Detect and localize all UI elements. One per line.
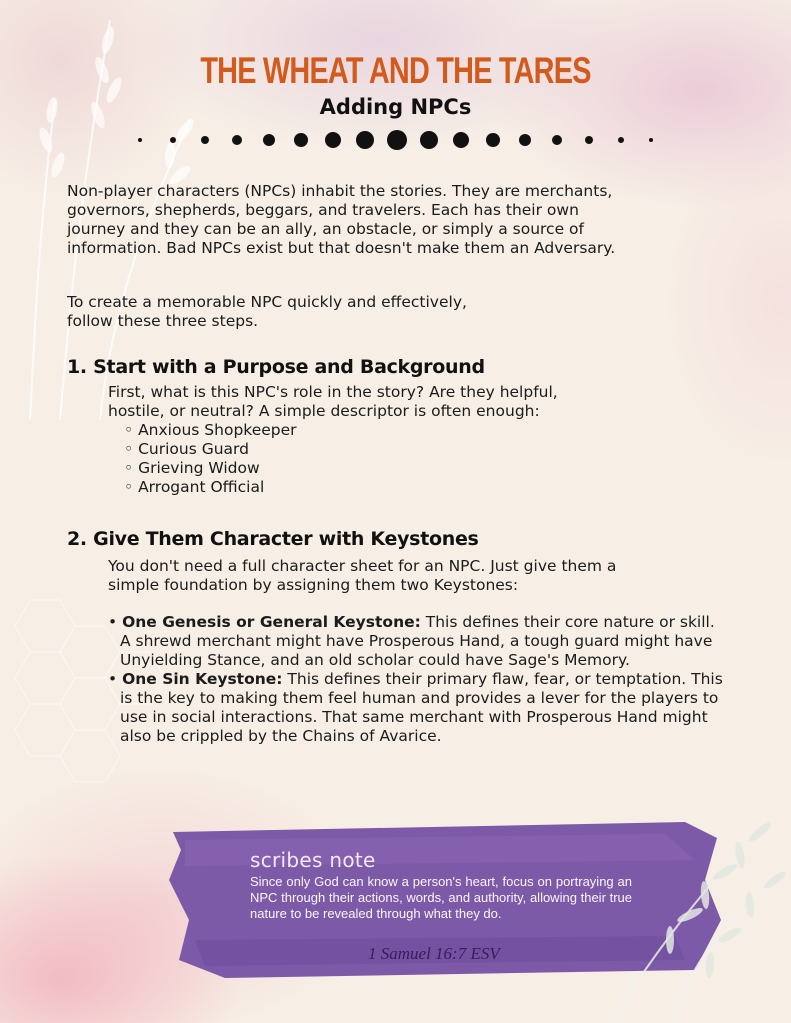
note-text: Since only God can know a person's heart, focus on portraying an NPC through their actions, words, and authority, allowing their true nature to be revealed through what they do. xyxy=(250,874,632,921)
list-item: ◦ Grieving Widow xyxy=(124,459,728,478)
dot-divider xyxy=(130,125,660,155)
list-item: • One Genesis or General Keystone: This defines their core nature or skill. A shrewd merchant might have Prosperous Hand, a tough guard might have Unyielding Stance, and an old scholar could have Sage's Memory. xyxy=(120,613,728,670)
list-item: • One Sin Keystone: This defines their primary flaw, fear, or temptation. This is the key to making them feel human and provides a lever for the players to use in social interactions. That same merchant with Prosperous Hand might also be crippled by the Chains of Avarice. xyxy=(120,670,728,746)
list-item: ◦ Anxious Shopkeeper xyxy=(124,421,728,440)
descriptor-list xyxy=(124,421,728,497)
keystone-list xyxy=(108,613,728,746)
section1-body: First, what is this NPC's role in the story? Are they helpful, hostile, or neutral? A simple descriptor is often enough: ◦ Anxious Shopkeeper ◦ Curious Guard ◦ Grieving Widow ◦ Arrogant Official xyxy=(108,383,728,497)
section2-heading: 2. Give Them Character with Keystones xyxy=(67,528,479,550)
list-item: ◦ Arrogant Official xyxy=(124,478,728,497)
page-title: THE WHEAT AND THE TARES xyxy=(200,50,591,91)
intro-paragraph: Non-player characters (NPCs) inhabit the stories. They are merchants, governors, shepherds, beggars, and travelers. Each has their own journey and they can be an ally, an obstacle, or simply a source of information. Bad NPCs exist but that doesn't make them an Adversary. xyxy=(67,182,616,257)
steps-intro-paragraph: To create a memorable NPC quickly and effectively, follow these three steps. xyxy=(67,293,467,330)
section1-heading: 1. Start with a Purpose and Background xyxy=(67,356,485,378)
note-citation: 1 Samuel 16:7 ESV xyxy=(368,944,500,963)
page-subtitle: Adding NPCs xyxy=(319,95,472,119)
list-item: ◦ Curious Guard xyxy=(124,440,728,459)
section2-body: You don't need a full character sheet for an NPC. Just give them a simple foundation by assigning them two Keystones: • One Genesis or General Keystone: This defines their core nature or skill. A shrewd merchant might have Prosperous Hand, a tough guard might have Unyielding Stance, and an old scholar could have Sage's Memory. • One Sin Keystone: This defines their primary flaw, fear, or temptation. This is the key to making them feel human and provides a lever for the players to use in social interactions. That same merchant with Prosperous Hand might also be crippled by the Chains of Avarice. xyxy=(108,557,728,746)
note-title: scribes note xyxy=(250,848,376,872)
